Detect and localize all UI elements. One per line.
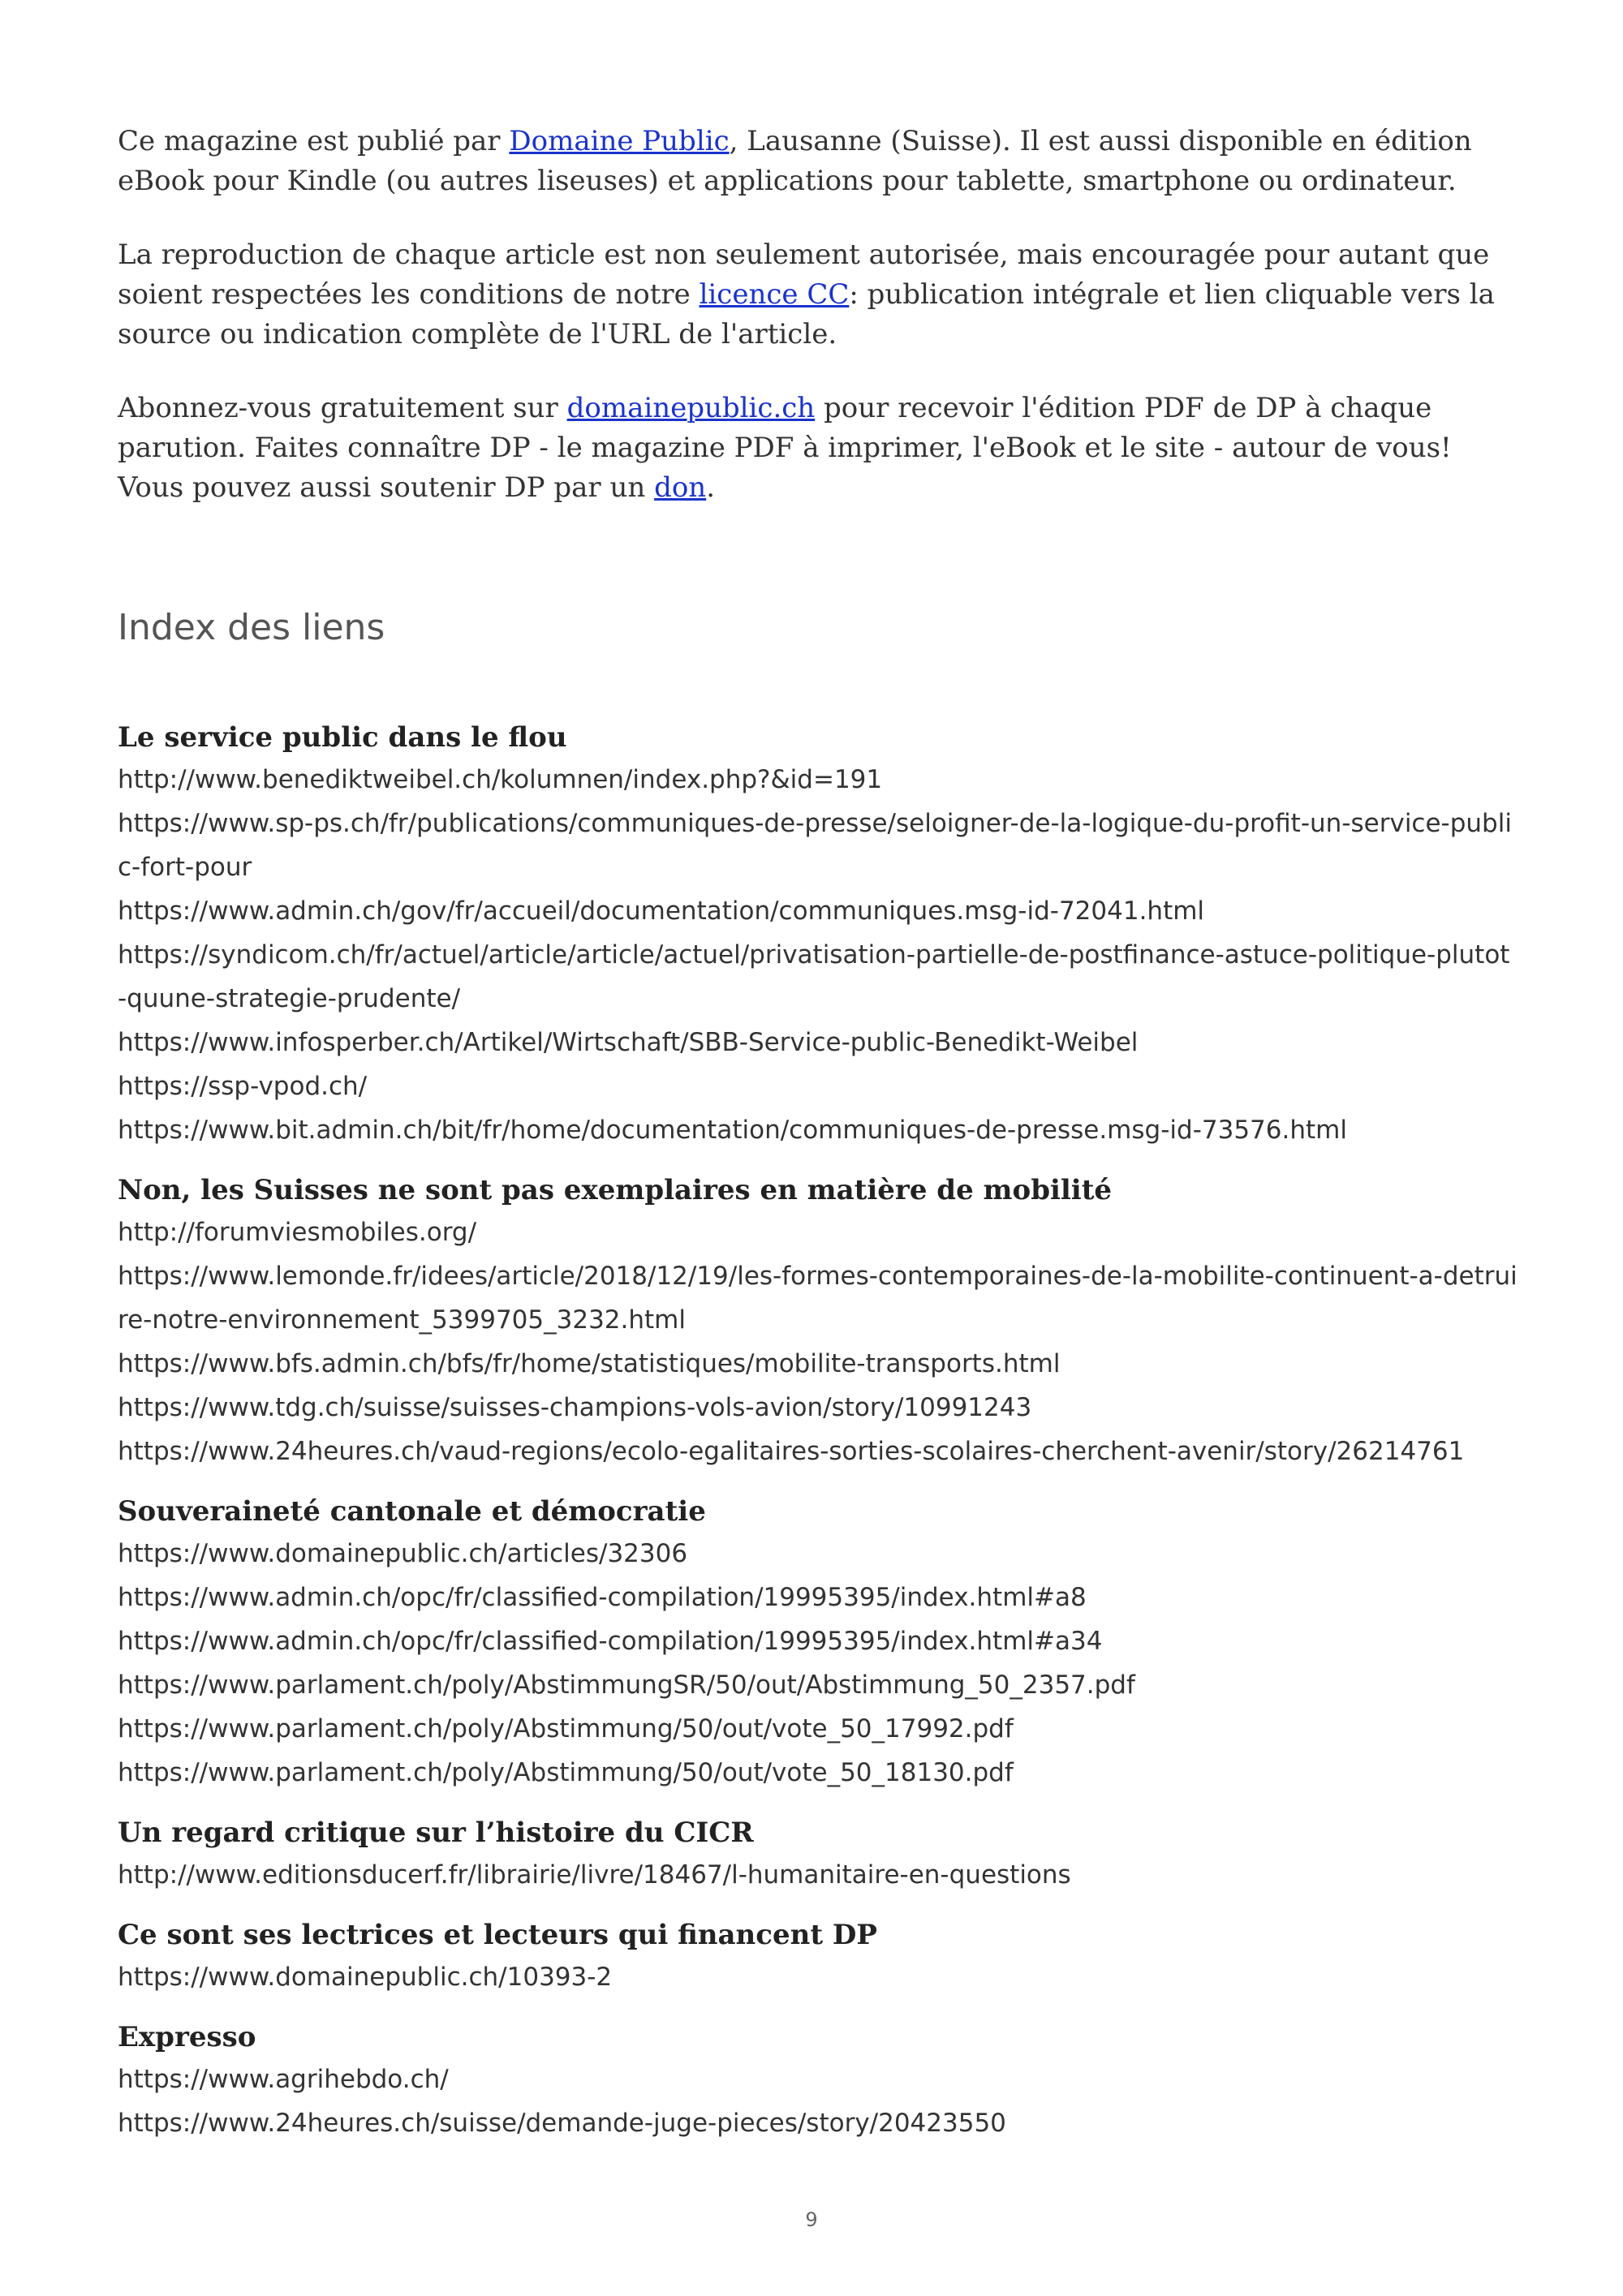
link-url[interactable]: https://www.parlament.ch/poly/Abstimmung/50/out/vote_50_17992.pdf — [118, 1714, 1014, 1743]
section-title: Un regard critique sur l’histoire du CICR — [118, 1817, 754, 1849]
link-section — [118, 1491, 1518, 1795]
link-url[interactable]: https://www.tdg.ch/suisse/suisses-champions-vols-avion/story/10991243 — [118, 1393, 1032, 1422]
intro-p1-text-after: , Lausanne (Suisse). Il est aussi disponible en édition eBook pour Kindle (ou autres liseuses) et applications pour tablette, smartphone ou ordinateur. — [118, 125, 1472, 197]
intro-paragraph-1 — [118, 122, 1518, 201]
link-section — [118, 717, 1518, 1152]
link-index — [118, 717, 1518, 2145]
licence-cc-link[interactable]: licence CC — [699, 278, 850, 311]
section-title: Expresso — [118, 2021, 256, 2053]
intro-section — [118, 122, 1518, 508]
section-title: Non, les Suisses ne sont pas exemplaires en matière de mobilité — [118, 1174, 1113, 1206]
link-url[interactable]: http://forumviesmobiles.org/ — [118, 1218, 477, 1247]
link-url[interactable]: https://www.parlament.ch/poly/AbstimmungSR/50/out/Abstimmung_50_2357.pdf — [118, 1670, 1135, 1700]
link-url[interactable]: https://www.infosperber.ch/Artikel/Wirtschaft/SBB-Service-public-Benedikt-Weibel — [118, 1028, 1139, 1057]
link-url[interactable]: https://www.domainepublic.ch/articles/32306 — [118, 1539, 688, 1568]
link-section — [118, 2017, 1518, 2145]
link-url[interactable]: https://www.admin.ch/gov/fr/accueil/documentation/communiques.msg-id-72041.html — [118, 896, 1205, 926]
domaine-public-link[interactable]: Domaine Public — [509, 125, 730, 157]
intro-p3-text-after: . — [706, 471, 716, 504]
section-title: Le service public dans le flou — [118, 721, 567, 754]
link-url[interactable]: http://www.editionsducerf.fr/librairie/livre/18467/l-humanitaire-en-questions — [118, 1860, 1071, 1890]
donation-link[interactable]: don — [654, 471, 707, 504]
intro-p2-text-after: : publication intégrale et lien cliquable vers la source ou indication complète de l'URL de l'article. — [118, 278, 1495, 350]
link-url[interactable]: https://www.bfs.admin.ch/bfs/fr/home/statistiques/mobilite-transports.html — [118, 1349, 1061, 1378]
intro-p1-text-before: Ce magazine est publié par — [118, 125, 510, 157]
link-url[interactable]: https://www.domainepublic.ch/10393-2 — [118, 1963, 613, 1992]
link-url[interactable]: https://www.bit.admin.ch/bit/fr/home/documentation/communiques-de-presse.msg-id-73576.html — [118, 1116, 1347, 1145]
intro-paragraph-3 — [118, 389, 1518, 508]
section-title: Souveraineté cantonale et démocratie — [118, 1495, 706, 1528]
link-url[interactable]: https://syndicom.ch/fr/actuel/article/article/actuel/privatisation-partielle-de-postfinance-astuce-politique-plutot-quune-strategie-prudente/ — [118, 940, 1510, 1013]
domainepublic-site-link[interactable]: domainepublic.ch — [566, 392, 816, 424]
link-section — [118, 1170, 1518, 1473]
link-url[interactable]: https://www.admin.ch/opc/fr/classified-compilation/19995395/index.html#a34 — [118, 1627, 1103, 1656]
section-title: Ce sont ses lectrices et lecteurs qui financent DP — [118, 1919, 877, 1951]
link-url[interactable]: https://www.admin.ch/opc/fr/classified-compilation/19995395/index.html#a8 — [118, 1583, 1087, 1612]
link-url[interactable]: https://ssp-vpod.ch/ — [118, 1072, 368, 1101]
index-title: Index des liens — [118, 607, 385, 648]
link-url[interactable]: https://www.24heures.ch/suisse/demande-juge-pieces/story/20423550 — [118, 2109, 1006, 2138]
intro-p2-text-before: La reproduction de chaque article est non seulement autorisée, mais encouragée pour autant que soient respectées les conditions de notre — [118, 239, 1490, 311]
intro-p3-text-middle: pour recevoir l'édition PDF de DP à chaque parution. Faites connaître DP - le magazine PDF à imprimer, l'eBook et le site - autour de vous! Vous pouvez aussi soutenir DP par un — [118, 392, 1452, 504]
link-url[interactable]: http://www.benediktweibel.ch/kolumnen/index.php?&id=191 — [118, 765, 883, 794]
link-url[interactable]: https://www.24heures.ch/vaud-regions/ecolo-egalitaires-sorties-scolaires-cherchent-avenir/story/26214761 — [118, 1437, 1465, 1466]
link-url[interactable]: https://www.parlament.ch/poly/Abstimmung/50/out/vote_50_18130.pdf — [118, 1758, 1014, 1787]
intro-paragraph-2 — [118, 235, 1518, 355]
page-content — [118, 122, 1518, 2163]
link-url[interactable]: https://www.agrihebdo.ch/ — [118, 2065, 449, 2094]
link-section — [118, 1915, 1518, 1999]
page-number: 9 — [805, 2208, 818, 2231]
link-section — [118, 1812, 1518, 1897]
link-url[interactable]: https://www.sp-ps.ch/fr/publications/communiques-de-presse/seloigner-de-la-logique-du-profit-un-service-public-fort-pour — [118, 809, 1512, 882]
intro-p3-text-before: Abonnez-vous gratuitement sur — [118, 392, 567, 424]
link-url[interactable]: https://www.lemonde.fr/idees/article/2018/12/19/les-formes-contemporaines-de-la-mobilite-continuent-a-detruire-notre-environnement_5399705_3232.html — [118, 1262, 1518, 1335]
